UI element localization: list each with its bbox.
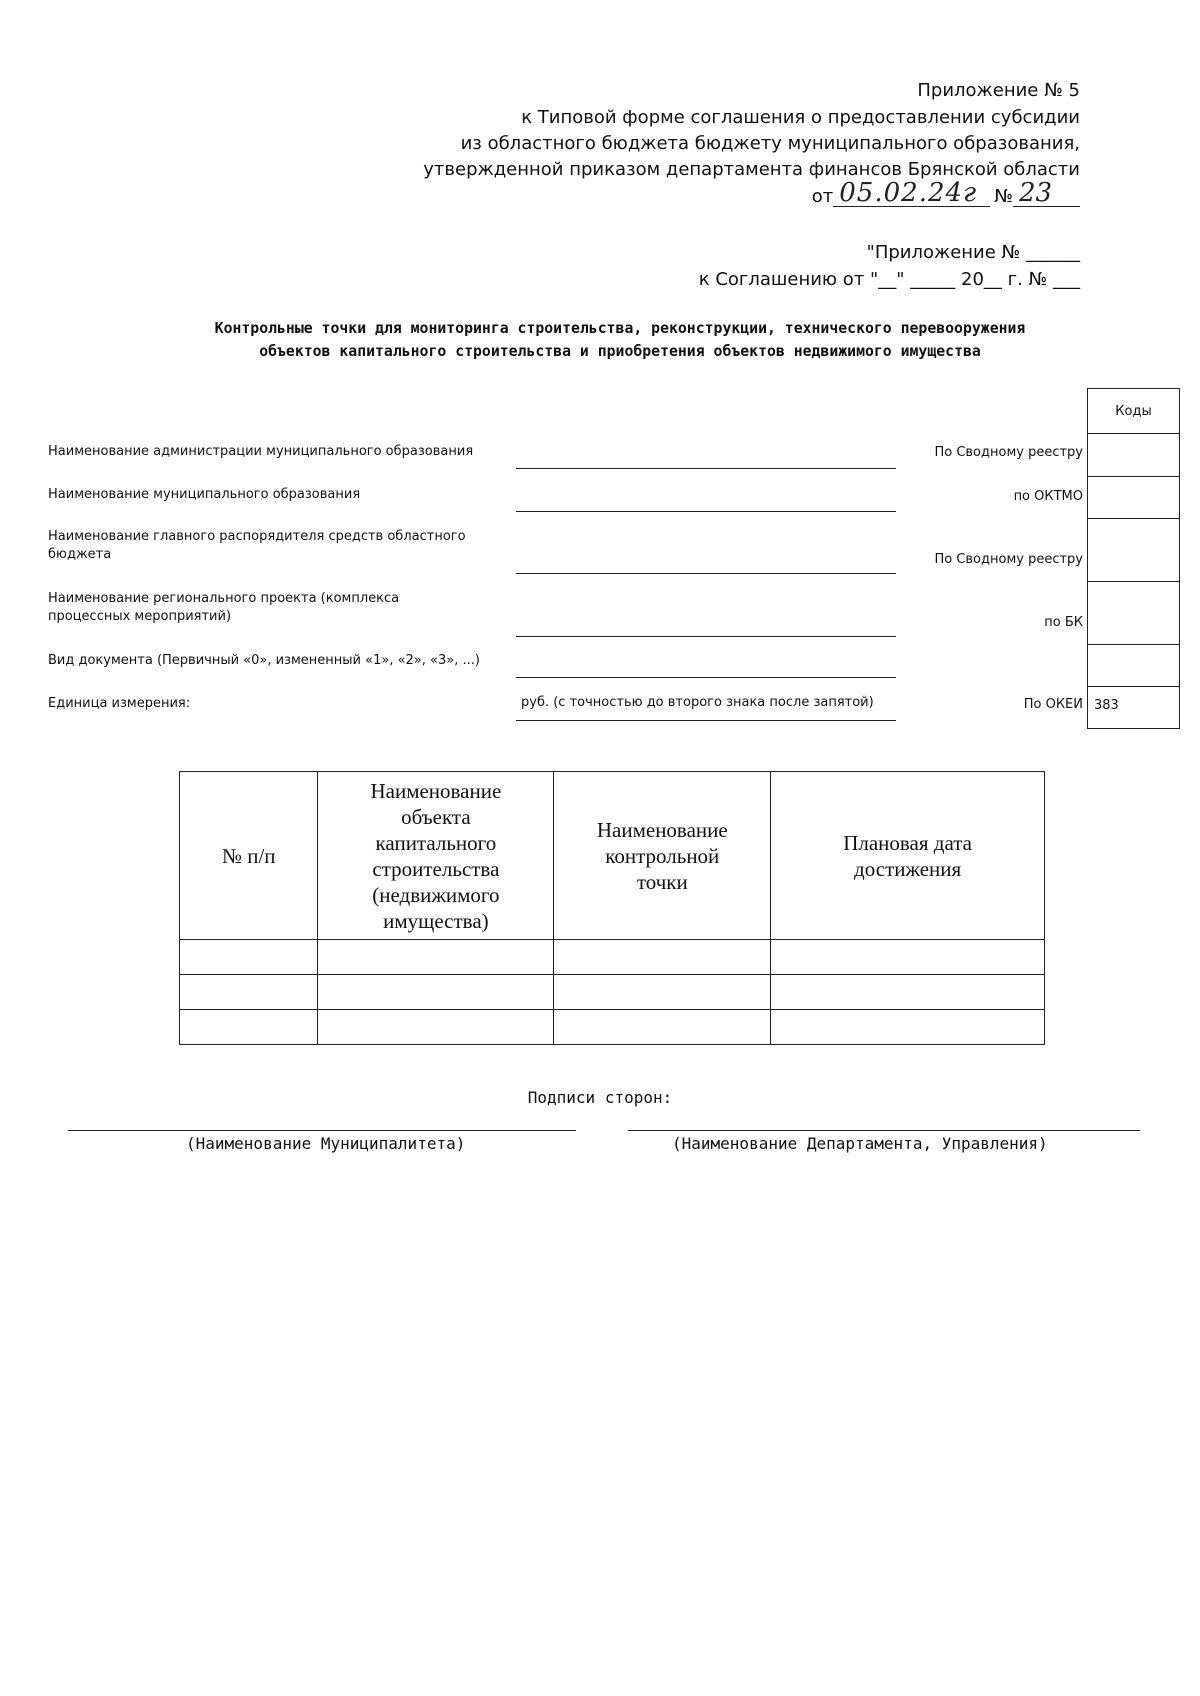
- req-label-administration: Наименование администрации муниципального образования: [48, 444, 474, 459]
- table-cell: [180, 975, 318, 1010]
- code-cell-oktmo: [1088, 477, 1179, 519]
- col-header-planned-date: Плановая дата достижения: [771, 772, 1045, 940]
- table-cell: [318, 940, 554, 975]
- agreement-ref: к Соглашению от "__" _____ 20__ г. № ___: [698, 269, 1080, 290]
- req-label-doc-type: Вид документа (Первичный «0», измененный «1», «2», «3», ...): [48, 653, 480, 668]
- req-line-municipality: [516, 511, 896, 512]
- order-date-number: [812, 180, 1080, 207]
- req-line-unit: [516, 720, 896, 721]
- signature-line-department: [628, 1130, 1140, 1131]
- req-code-label-svodny-1: По Сводному реестру: [934, 445, 1083, 460]
- table-cell: [771, 940, 1045, 975]
- req-code-label-okei: По ОКЕИ: [1023, 697, 1083, 712]
- signature-line-municipality: [68, 1130, 576, 1131]
- req-code-label-oktmo: по ОКТМО: [1013, 489, 1083, 504]
- code-cell-doc-type: [1088, 645, 1179, 687]
- req-label-regional-project: Наименование регионального проекта (комплекса процессных мероприятий): [48, 591, 400, 624]
- table-cell: [554, 1010, 771, 1045]
- codes-box: [1087, 388, 1180, 729]
- handwritten-date: 05.02.24г: [833, 180, 990, 207]
- handwritten-number: 23: [1013, 180, 1080, 207]
- signatures-title: Подписи сторон:: [527, 1088, 673, 1107]
- header-line-1: к Типовой форме соглашения о предоставлении субсидии: [521, 107, 1080, 128]
- signature-caption-department: (Наименование Департамента, Управления): [672, 1134, 1048, 1153]
- req-code-label-bk: по БК: [1044, 615, 1083, 630]
- req-label-main-manager: Наименование главного распорядителя средств областного бюджета: [48, 529, 466, 562]
- code-cell-svodny-1: [1088, 434, 1179, 477]
- table-row: [180, 940, 1045, 975]
- date-prefix: от: [811, 186, 834, 207]
- signature-caption-municipality: (Наименование Муниципалитета): [186, 1134, 466, 1153]
- table-cell: [318, 1010, 554, 1045]
- document-title-line-1: Контрольные точки для мониторинга строительства, реконструкции, технического перевооружения: [214, 320, 1026, 337]
- table-row: [180, 1010, 1045, 1045]
- table-header-row: [180, 772, 1045, 940]
- table-cell: [554, 940, 771, 975]
- req-line-main-manager: [516, 573, 896, 574]
- req-code-label-svodny-2: По Сводному реестру: [934, 552, 1083, 567]
- document-title-line-2: объектов капитального строительства и приобретения объектов недвижимого имущества: [259, 343, 981, 360]
- number-prefix: №: [994, 186, 1013, 207]
- req-line-administration: [516, 468, 896, 469]
- col-header-object-name: Наименование объекта капитального строительства (недвижимого имущества): [318, 772, 554, 940]
- header-line-2: из областного бюджета бюджету муниципального образования,: [460, 133, 1080, 154]
- appendix-title: Приложение № 5: [917, 80, 1080, 101]
- req-line-regional-project: [516, 636, 896, 637]
- req-label-municipality: Наименование муниципального образования: [48, 487, 361, 502]
- table-cell: [180, 940, 318, 975]
- req-label-unit: Единица измерения:: [48, 696, 191, 711]
- code-cell-svodny-2: [1088, 519, 1179, 582]
- agreement-appendix-ref: "Приложение № ______: [866, 242, 1080, 263]
- control-points-table: [179, 771, 1045, 1045]
- code-cell-okei: 383: [1088, 687, 1179, 729]
- table-cell: [180, 1010, 318, 1045]
- table-cell: [554, 975, 771, 1010]
- table-cell: [318, 975, 554, 1010]
- table-row: [180, 975, 1045, 1010]
- code-cell-bk: [1088, 582, 1179, 645]
- req-line-doc-type: [516, 677, 896, 678]
- req-value-unit: руб. (с точностью до второго знака после запятой): [521, 695, 874, 710]
- table-cell: [771, 1010, 1045, 1045]
- table-cell: [771, 975, 1045, 1010]
- col-header-control-point: Наименование контрольной точки: [554, 772, 771, 940]
- codes-header: Коды: [1088, 389, 1179, 434]
- col-header-number: № п/п: [180, 772, 318, 940]
- header-line-3: утвержденной приказом департамента финансов Брянской области: [423, 159, 1080, 180]
